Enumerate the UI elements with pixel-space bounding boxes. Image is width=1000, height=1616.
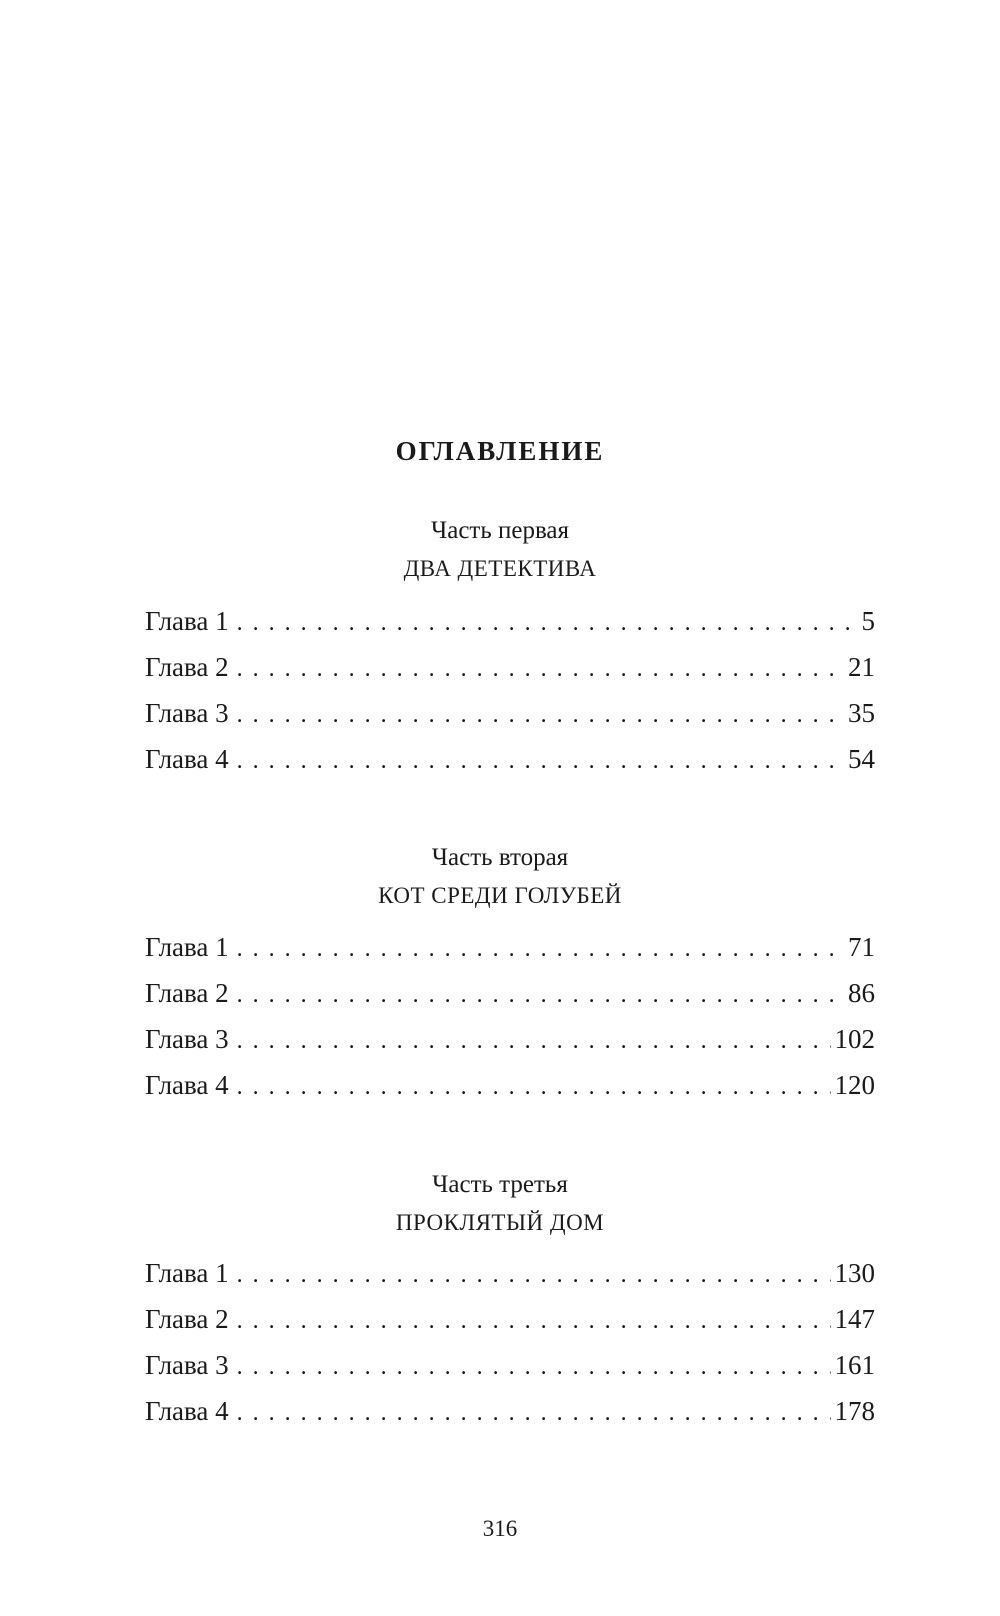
part-label: Часть третья xyxy=(432,1171,568,1198)
chapter-label: Глава 1 xyxy=(145,1258,229,1288)
chapter-page-number: 86 xyxy=(848,978,875,1008)
dot-leader xyxy=(237,749,844,773)
chapter-label: Глава 4 xyxy=(145,1070,229,1100)
chapter-label: Глава 3 xyxy=(145,698,229,728)
toc-entry[interactable] xyxy=(145,1398,875,1444)
chapter-label: Глава 4 xyxy=(145,744,229,774)
dot-leader xyxy=(237,1029,831,1053)
chapter-page-number: 54 xyxy=(848,744,875,774)
part-heading xyxy=(0,1172,1000,1234)
chapter-page-number: 147 xyxy=(834,1304,875,1334)
toc-entry[interactable] xyxy=(145,1352,875,1398)
chapter-page-number: 102 xyxy=(834,1024,875,1054)
chapter-page-number: 120 xyxy=(834,1070,875,1100)
page-number: 316 xyxy=(482,1516,518,1541)
toc-entry[interactable] xyxy=(145,700,875,746)
chapter-list xyxy=(145,1260,875,1444)
chapter-list xyxy=(145,934,875,1118)
part-heading xyxy=(0,845,1000,907)
chapter-page-number: 5 xyxy=(861,606,875,636)
part-name: КОТ СРЕДИ ГОЛУБЕЙ xyxy=(378,883,622,908)
dot-leader xyxy=(237,983,844,1007)
dot-leader xyxy=(237,937,844,961)
chapter-page-number: 161 xyxy=(834,1350,875,1380)
chapter-page-number: 71 xyxy=(848,932,875,962)
toc-entry[interactable] xyxy=(145,1026,875,1072)
dot-leader xyxy=(237,1401,831,1425)
chapter-label: Глава 3 xyxy=(145,1350,229,1380)
page-title: ОГЛАВЛЕНИЕ xyxy=(395,436,605,466)
toc-entry[interactable] xyxy=(145,934,875,980)
part-label: Часть первая xyxy=(430,517,570,544)
dot-leader xyxy=(237,703,844,727)
chapter-label: Глава 2 xyxy=(145,978,229,1008)
dot-leader xyxy=(237,1309,831,1333)
part-heading xyxy=(0,518,1000,580)
dot-leader xyxy=(237,1355,831,1379)
chapter-label: Глава 3 xyxy=(145,1024,229,1054)
toc-entry[interactable] xyxy=(145,1306,875,1352)
part-name: ДВА ДЕТЕКТИВА xyxy=(403,556,597,581)
toc-entry[interactable] xyxy=(145,746,875,792)
chapter-page-number: 35 xyxy=(848,698,875,728)
chapter-label: Глава 1 xyxy=(145,932,229,962)
chapter-label: Глава 2 xyxy=(145,652,229,682)
chapter-label: Глава 4 xyxy=(145,1396,229,1426)
chapter-list xyxy=(145,608,875,792)
dot-leader xyxy=(237,611,858,635)
toc-entry[interactable] xyxy=(145,654,875,700)
toc-entry[interactable] xyxy=(145,608,875,654)
part-name: ПРОКЛЯТЫЙ ДОМ xyxy=(395,1210,605,1235)
part-label: Часть вторая xyxy=(431,844,569,871)
chapter-page-number: 130 xyxy=(834,1258,875,1288)
toc-entry[interactable] xyxy=(145,1072,875,1118)
toc-entry[interactable] xyxy=(145,980,875,1026)
chapter-label: Глава 1 xyxy=(145,606,229,636)
chapter-page-number: 21 xyxy=(848,652,875,682)
dot-leader xyxy=(237,1075,831,1099)
chapter-page-number: 178 xyxy=(834,1396,875,1426)
dot-leader xyxy=(237,1263,831,1287)
dot-leader xyxy=(237,657,844,681)
toc-entry[interactable] xyxy=(145,1260,875,1306)
chapter-label: Глава 2 xyxy=(145,1304,229,1334)
